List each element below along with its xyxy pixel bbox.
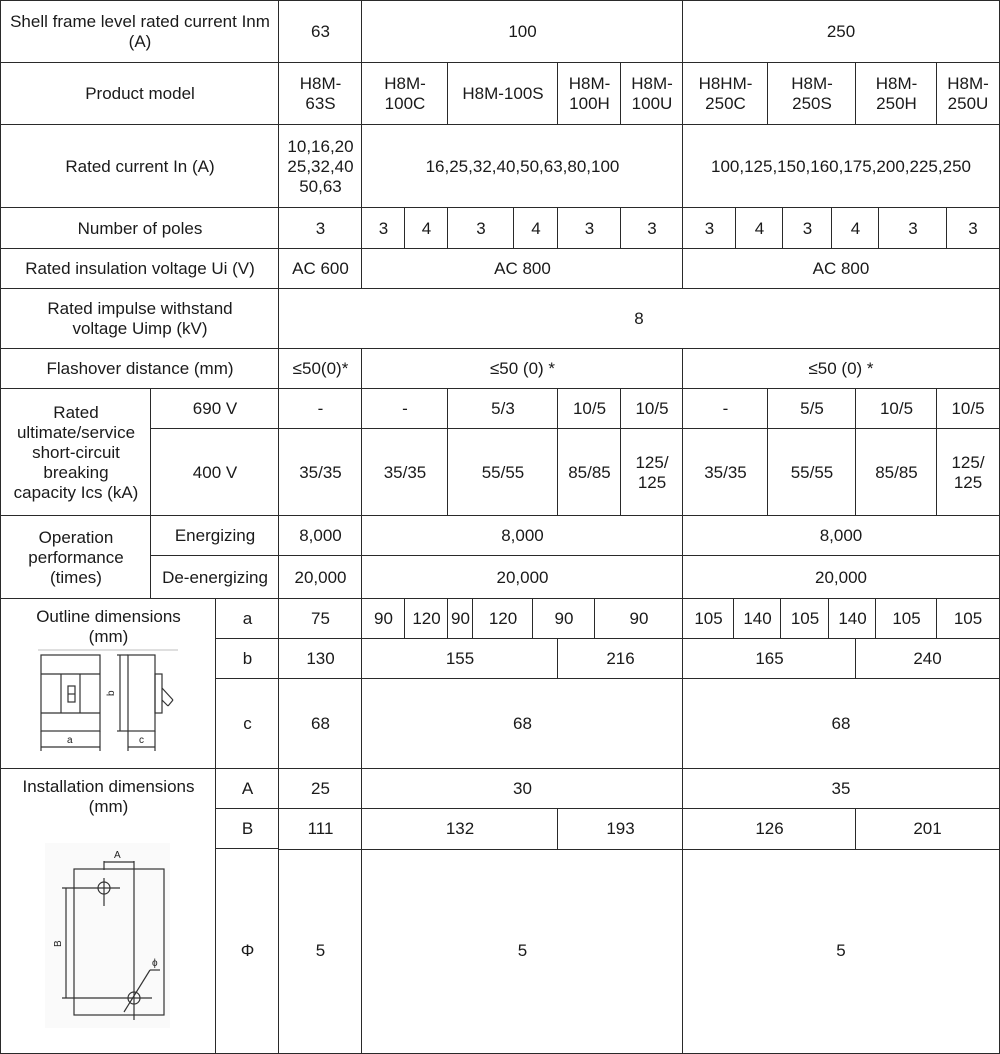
flashover-label: Flashover distance (mm) bbox=[0, 348, 280, 390]
diagram-label-B: B bbox=[53, 940, 64, 947]
product-model-cell: H8M- 63S bbox=[278, 62, 363, 126]
outline-b-cell: 216 bbox=[557, 638, 684, 680]
impulse-voltage-cell: 8 bbox=[278, 288, 1000, 350]
diagram-label-phi: ϕ bbox=[152, 958, 158, 969]
breaking-400v-cell: 125/ 125 bbox=[620, 428, 684, 517]
outline-dimensions-diagram bbox=[0, 640, 215, 768]
rated-current-cell: 100,125,150,160,175,200,225,250 bbox=[682, 124, 1000, 209]
outline-c-label: c bbox=[215, 678, 280, 770]
installation-dimensions-diagram bbox=[0, 840, 215, 1040]
product-model-cell: H8M- 250S bbox=[767, 62, 857, 126]
energizing-label: Energizing bbox=[150, 515, 280, 557]
outline-a-cell: 105 bbox=[780, 598, 830, 640]
breaking-400v-label: 400 V bbox=[150, 428, 280, 517]
rated-current-cell: 10,16,20 25,32,40 50,63 bbox=[278, 124, 363, 209]
installation-phi-cell: 5 bbox=[682, 848, 1000, 1054]
frame-current-label: Shell frame level rated current Inm (A) bbox=[0, 0, 280, 64]
breaking-400v-cell: 85/85 bbox=[557, 428, 622, 517]
diagram-label-a: a bbox=[67, 735, 73, 746]
installation-B-cell: 193 bbox=[557, 808, 684, 850]
installation-B-cell: 126 bbox=[682, 808, 857, 850]
product-model-label: Product model bbox=[0, 62, 280, 126]
installation-A-label: A bbox=[215, 768, 280, 810]
outline-c-cell: 68 bbox=[682, 678, 1000, 770]
outline-a-cell: 140 bbox=[828, 598, 877, 640]
installation-phi-label: Φ bbox=[215, 848, 280, 1054]
rated-current-cell: 16,25,32,40,50,63,80,100 bbox=[361, 124, 684, 209]
product-model-cell: H8M- 250U bbox=[936, 62, 1000, 126]
breaking-690v-label: 690 V bbox=[150, 388, 280, 430]
installation-B-label: B bbox=[215, 808, 280, 850]
outline-a-cell: 90 bbox=[532, 598, 596, 640]
diagram-label-A: A bbox=[114, 850, 121, 861]
outline-a-cell: 120 bbox=[472, 598, 534, 640]
breaking-690v-cell: 5/5 bbox=[767, 388, 857, 430]
breaking-690v-cell: 10/5 bbox=[936, 388, 1000, 430]
poles-cell: 3 bbox=[620, 207, 684, 250]
breaking-400v-cell: 55/55 bbox=[767, 428, 857, 517]
outline-a-cell: 75 bbox=[278, 598, 363, 640]
deenergizing-cell: 20,000 bbox=[682, 555, 1000, 600]
outline-c-cell: 68 bbox=[278, 678, 363, 770]
deenergizing-cell: 20,000 bbox=[278, 555, 363, 600]
frame-63: 63 bbox=[278, 0, 363, 64]
flashover-cell: ≤50 (0) * bbox=[361, 348, 684, 390]
installation-B-cell: 132 bbox=[361, 808, 559, 850]
poles-cell: 3 bbox=[682, 207, 737, 250]
outline-a-cell: 105 bbox=[875, 598, 938, 640]
breaking-400v-cell: 35/35 bbox=[682, 428, 769, 517]
outline-a-cell: 120 bbox=[404, 598, 449, 640]
outline-b-label: b bbox=[215, 638, 280, 680]
energizing-cell: 8,000 bbox=[361, 515, 684, 557]
diagram-label-c: c bbox=[139, 735, 144, 746]
outline-a-label: a bbox=[215, 598, 280, 640]
flashover-cell: ≤50 (0) * bbox=[682, 348, 1000, 390]
energizing-cell: 8,000 bbox=[278, 515, 363, 557]
frame-250: 250 bbox=[682, 0, 1000, 64]
rated-current-label: Rated current In (A) bbox=[0, 124, 280, 209]
outline-dimensions-label: Outline dimensions (mm) bbox=[0, 598, 217, 770]
installation-B-cell: 201 bbox=[855, 808, 1000, 850]
product-model-cell: H8M- 100H bbox=[557, 62, 622, 126]
breaking-690v-cell: 10/5 bbox=[620, 388, 684, 430]
breaking-690v-cell: 5/3 bbox=[447, 388, 559, 430]
installation-A-cell: 30 bbox=[361, 768, 684, 810]
outline-a-cell: 140 bbox=[733, 598, 782, 640]
breaking-400v-cell: 85/85 bbox=[855, 428, 938, 517]
product-model-cell: H8M- 250H bbox=[855, 62, 938, 126]
outline-a-cell: 105 bbox=[682, 598, 735, 640]
poles-cell: 4 bbox=[735, 207, 784, 250]
breaking-400v-cell: 55/55 bbox=[447, 428, 559, 517]
insulation-voltage-label: Rated insulation voltage Ui (V) bbox=[0, 248, 280, 290]
poles-cell: 3 bbox=[782, 207, 833, 250]
poles-label: Number of poles bbox=[0, 207, 280, 250]
deenergizing-cell: 20,000 bbox=[361, 555, 684, 600]
poles-cell: 4 bbox=[831, 207, 880, 250]
flashover-cell: ≤50(0)* bbox=[278, 348, 363, 390]
breaking-capacity-label: Rated ultimate/service short-circuit breaking capacity Ics (kA) bbox=[0, 388, 152, 517]
outline-a-cell: 90 bbox=[361, 598, 406, 640]
outline-b-cell: 155 bbox=[361, 638, 559, 680]
poles-cell: 4 bbox=[513, 207, 559, 250]
breaking-690v-cell: - bbox=[278, 388, 363, 430]
breaking-690v-cell: 10/5 bbox=[557, 388, 622, 430]
installation-phi-cell: 5 bbox=[361, 848, 684, 1054]
deenergizing-label: De-energizing bbox=[150, 555, 280, 600]
installation-dimensions-label: Installation dimensions (mm) bbox=[0, 768, 217, 1054]
breaking-690v-cell: - bbox=[361, 388, 449, 430]
poles-cell: 3 bbox=[361, 207, 406, 250]
diagram-label-b: b bbox=[106, 690, 117, 696]
product-model-cell: H8HM- 250C bbox=[682, 62, 769, 126]
energizing-cell: 8,000 bbox=[682, 515, 1000, 557]
breaking-400v-cell: 35/35 bbox=[361, 428, 449, 517]
outline-a-cell: 90 bbox=[447, 598, 474, 640]
poles-cell: 3 bbox=[878, 207, 948, 250]
outline-b-cell: 240 bbox=[855, 638, 1000, 680]
poles-cell: 3 bbox=[447, 207, 515, 250]
poles-cell: 4 bbox=[404, 207, 449, 250]
installation-B-cell: 111 bbox=[278, 808, 363, 850]
outline-a-cell: 105 bbox=[936, 598, 1000, 640]
poles-cell: 3 bbox=[946, 207, 1000, 250]
product-model-cell: H8M- 100U bbox=[620, 62, 684, 126]
outline-b-cell: 130 bbox=[278, 638, 363, 680]
breaking-690v-cell: 10/5 bbox=[855, 388, 938, 430]
frame-100: 100 bbox=[361, 0, 684, 64]
outline-c-cell: 68 bbox=[361, 678, 684, 770]
poles-cell: 3 bbox=[557, 207, 622, 250]
installation-A-cell: 25 bbox=[278, 768, 363, 810]
outline-b-cell: 165 bbox=[682, 638, 857, 680]
breaking-400v-cell: 125/ 125 bbox=[936, 428, 1000, 517]
installation-A-cell: 35 bbox=[682, 768, 1000, 810]
product-model-cell: H8M- 100C bbox=[361, 62, 449, 126]
operation-label: Operation performance (times) bbox=[0, 515, 152, 600]
insulation-voltage-cell: AC 600 bbox=[278, 248, 363, 290]
installation-phi-cell: 5 bbox=[278, 848, 363, 1054]
breaking-400v-cell: 35/35 bbox=[278, 428, 363, 517]
impulse-voltage-label: Rated impulse withstand voltage Uimp (kV) bbox=[0, 288, 280, 350]
poles-cell: 3 bbox=[278, 207, 363, 250]
insulation-voltage-cell: AC 800 bbox=[361, 248, 684, 290]
outline-a-cell: 90 bbox=[594, 598, 684, 640]
breaking-690v-cell: - bbox=[682, 388, 769, 430]
insulation-voltage-cell: AC 800 bbox=[682, 248, 1000, 290]
product-model-cell: H8M-100S bbox=[447, 62, 559, 126]
